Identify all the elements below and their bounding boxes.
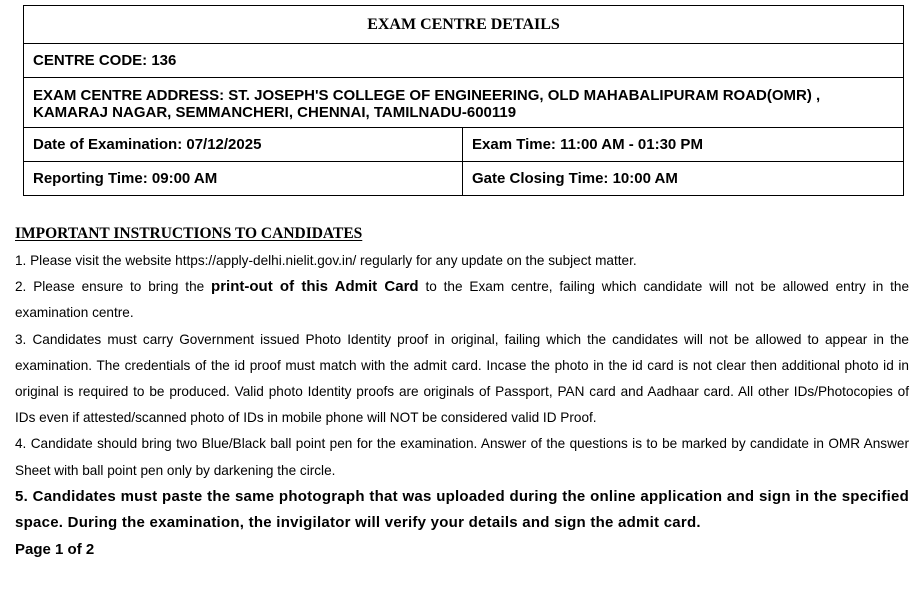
gate-closing-time: Gate Closing Time: 10:00 AM: [463, 162, 904, 196]
reporting-time: Reporting Time: 09:00 AM: [24, 162, 463, 196]
instruction-item-1: 1. Please visit the website https://apply-delhi.nielit.gov.in/ regularly for any update on the subject matter.: [15, 253, 637, 268]
instruction-item-4: 4. Candidate should bring two Blue/Black ball point pen for the examination. Answer of the questions is to be marked by candidate in OMR Answer Sheet with ball point pen only by darkening the circle.: [15, 436, 909, 478]
instructions-heading: IMPORTANT INSTRUCTIONS TO CANDIDATES: [15, 225, 363, 242]
table-title: EXAM CENTRE DETAILS: [24, 6, 904, 44]
instructions-list: [15, 248, 909, 536]
instruction-item-5: 5. Candidates must paste the same photograph that was uploaded during the online application and sign in the specified space. During the examination, the invigilator will verify your details and sign the admit card.: [15, 487, 909, 532]
address-line-2: KAMARAJ NAGAR, SEMMANCHERI, CHENNAI, TAMILNADU-600119: [33, 103, 517, 121]
page-number: Page 1 of 2: [15, 541, 95, 558]
instruction-item-2: [15, 274, 909, 326]
instruction-2-text-start: 2. Please ensure to bring the: [15, 279, 212, 295]
instruction-2-text-end: to the Exam centre, failing which candidate will not be allowed entry in the examination centre.: [15, 279, 909, 321]
exam-centre-address: [24, 78, 904, 128]
address-line-1: EXAM CENTRE ADDRESS: ST. JOSEPH'S COLLEGE OF ENGINEERING, OLD MAHABALIPURAM ROAD(OMR) ,: [33, 86, 821, 104]
instruction-item-3: 3. Candidates must carry Government issued Photo Identity proof in original, failing which the candidates will not be allowed to appear in the examination. The credentials of the id proof must match with the admit card. Incase the photo in the id card is not clear then additional photo id in original is required to be produced. Valid photo Identity proofs are originals of Passport, PAN card and Aadhaar card. All other IDs/Photocopies of IDs even if attested/scanned photo of IDs in mobile phone will NOT be considered valid ID Proof.: [15, 331, 909, 426]
instruction-2-emphasis: print-out of this Admit Card: [211, 278, 419, 296]
centre-code: CENTRE CODE: 136: [24, 44, 904, 78]
exam-time: Exam Time: 11:00 AM - 01:30 PM: [463, 128, 904, 162]
date-of-examination: Date of Examination: 07/12/2025: [24, 128, 463, 162]
exam-centre-details-table: [23, 5, 904, 196]
